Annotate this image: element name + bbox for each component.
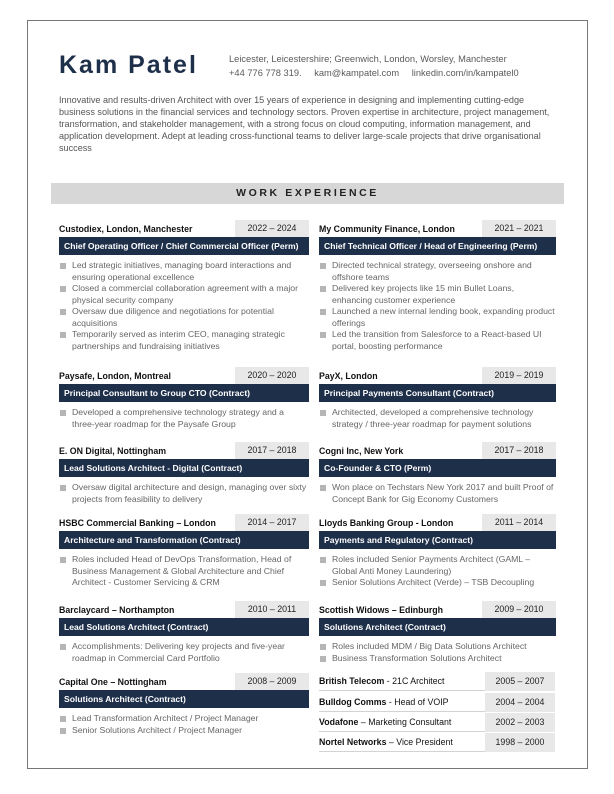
company: British Telecom — [319, 676, 385, 686]
job-title: Lead Solutions Architect (Contract) — [59, 618, 309, 636]
job-bullet: Roles included MDM / Big Data Solutions Architect — [319, 641, 556, 653]
company: Barclaycard – Northampton — [59, 605, 175, 615]
job-dates: 2019 – 2019 — [482, 367, 556, 384]
job-bullet: Won place on Techstars New York 2017 and built Proof of Concept Bank for Gig Economy Customers — [319, 482, 556, 505]
job-dates: 2010 – 2011 — [235, 601, 309, 618]
job-bullet: Delivered key projects like 15 min Bullet Loans, enhancing customer experience — [319, 283, 556, 306]
job-entry — [319, 442, 556, 505]
company: Scottish Widows – Edinburgh — [319, 605, 444, 615]
linkedin-link[interactable]: linkedin.com/in/kampatel0 — [411, 68, 519, 78]
simple-job-row — [319, 713, 555, 732]
job-bullet: Temporarily served as interim CEO, managing strategic partnerships and fundraising initiatives — [59, 329, 309, 352]
company: HSBC Commercial Banking – London — [59, 518, 216, 528]
job-entry — [59, 514, 309, 589]
job-entry — [59, 601, 309, 664]
job-dates: 2002 – 2003 — [485, 713, 555, 732]
job-bullet: Oversaw due diligence and negotiations for potential acquisitions — [59, 306, 309, 329]
company: Vodafone — [319, 717, 359, 727]
job-dates: 2004 – 2004 — [485, 693, 555, 712]
job-dates: 1998 – 2000 — [485, 733, 555, 752]
company: E. ON Digital, Nottingham — [59, 446, 167, 456]
simple-job-row — [319, 693, 555, 712]
job-entry — [59, 367, 309, 430]
job-entry — [319, 220, 556, 352]
phone: +44 776 778 319. — [229, 68, 302, 78]
company: PayX, London — [319, 371, 378, 381]
section-header-work-experience: WORK EXPERIENCE — [51, 183, 564, 204]
job-bullet: Roles included Senior Payments Architect (GAML – Global Anti Money Laundering) — [319, 554, 556, 577]
job-entry — [319, 601, 556, 664]
email-link[interactable]: kam@kampatel.com — [314, 68, 400, 78]
job-dates: 2014 – 2017 — [235, 514, 309, 531]
job-dates: 2020 – 2020 — [235, 367, 309, 384]
job-dates: 2021 – 2021 — [482, 220, 556, 237]
contact-block — [229, 52, 529, 80]
role: – Marketing Consultant — [358, 717, 452, 727]
job-entry — [319, 514, 556, 589]
job-bullet: Directed technical strategy, overseeing onshore and offshore teams — [319, 260, 556, 283]
job-title: Chief Operating Officer / Chief Commercial Officer (Perm) — [59, 237, 309, 255]
job-bullet: Led the transition from Salesforce to a React-based UI portal, boosting performance — [319, 329, 556, 352]
job-bullet: Senior Solutions Architect / Project Manager — [59, 725, 309, 737]
company: Paysafe, London, Montreal — [59, 371, 171, 381]
job-dates: 2005 – 2007 — [485, 672, 555, 691]
company: Bulldog Comms — [319, 697, 387, 707]
job-entry — [319, 367, 556, 430]
job-bullet: Architected, developed a comprehensive technology strategy / three-year roadmap for payment solutions — [319, 407, 556, 430]
company: Lloyds Banking Group - London — [319, 518, 454, 528]
job-bullet: Launched a new internal lending book, expanding product offerings — [319, 306, 556, 329]
job-title: Principal Payments Consultant (Contract) — [319, 384, 556, 402]
company: Cogni Inc, New York — [319, 446, 404, 456]
role: - 21C Architect — [384, 676, 445, 686]
job-title: Lead Solutions Architect - Digital (Contract) — [59, 459, 309, 477]
company: My Community Finance, London — [319, 224, 455, 234]
company: Custodiex, London, Manchester — [59, 224, 193, 234]
job-dates: 2011 – 2014 — [482, 514, 556, 531]
job-bullet: Roles included Head of DevOps Transformation, Head of Business Management & Global Architecture and Chief Architect - Customer Servicing & CRM — [59, 554, 309, 589]
job-entry — [59, 220, 309, 352]
job-dates: 2008 – 2009 — [235, 673, 309, 690]
job-entry — [59, 442, 309, 505]
job-dates: 2017 – 2018 — [235, 442, 309, 459]
resume-page — [27, 20, 588, 769]
job-title: Solutions Architect (Contract) — [319, 618, 556, 636]
job-title: Chief Technical Officer / Head of Engineering (Perm) — [319, 237, 556, 255]
job-bullet: Business Transformation Solutions Architect — [319, 653, 556, 665]
locations: Leicester, Leicestershire; Greenwich, London, Worsley, Manchester — [229, 54, 507, 64]
role: – Vice President — [386, 737, 453, 747]
job-bullet: Lead Transformation Architect / Project Manager — [59, 713, 309, 725]
summary: Innovative and results-driven Architect with over 15 years of experience in designing and implementing cutting-edge business solutions in the financial services and technology sectors. Proven expertise in architecture, project management, transformation, and stakeholder management, with a strong focus on cloud computing, information management, and application development. Adept at leading cross-functional teams to deliver large-scale projects that drive organisational success — [59, 95, 550, 153]
candidate-name: Kam Patel — [59, 51, 198, 79]
job-dates: 2022 – 2024 — [235, 220, 309, 237]
job-title: Payments and Regulatory (Contract) — [319, 531, 556, 549]
company: Nortel Networks — [319, 737, 387, 747]
role: - Head of VOIP — [386, 697, 449, 707]
job-title: Architecture and Transformation (Contract) — [59, 531, 309, 549]
job-title: Principal Consultant to Group CTO (Contract) — [59, 384, 309, 402]
job-dates: 2009 – 2010 — [482, 601, 556, 618]
job-title: Co-Founder & CTO (Perm) — [319, 459, 556, 477]
job-bullet: Senior Solutions Architect (Verde) – TSB Decoupling — [319, 577, 556, 589]
simple-job-row — [319, 672, 555, 691]
simple-job-row — [319, 733, 555, 752]
job-dates: 2017 – 2018 — [482, 442, 556, 459]
company: Capital One – Nottingham — [59, 677, 167, 687]
contact-row — [229, 66, 529, 80]
job-bullet: Led strategic initiatives, managing board interactions and ensuring operational excellence — [59, 260, 309, 283]
job-entry — [59, 673, 309, 736]
job-bullet: Developed a comprehensive technology strategy and a three-year roadmap for the Paysafe Group — [59, 407, 309, 430]
job-bullet: Accomplishments: Delivering key projects and five-year roadmap in Commercial Card Portfolio — [59, 641, 309, 664]
job-bullet: Closed a commercial collaboration agreement with a major physical security company — [59, 283, 309, 306]
job-title: Solutions Architect (Contract) — [59, 690, 309, 708]
job-bullet: Oversaw digital architecture and design, managing over sixty projects from feasibility to delivery — [59, 482, 309, 505]
